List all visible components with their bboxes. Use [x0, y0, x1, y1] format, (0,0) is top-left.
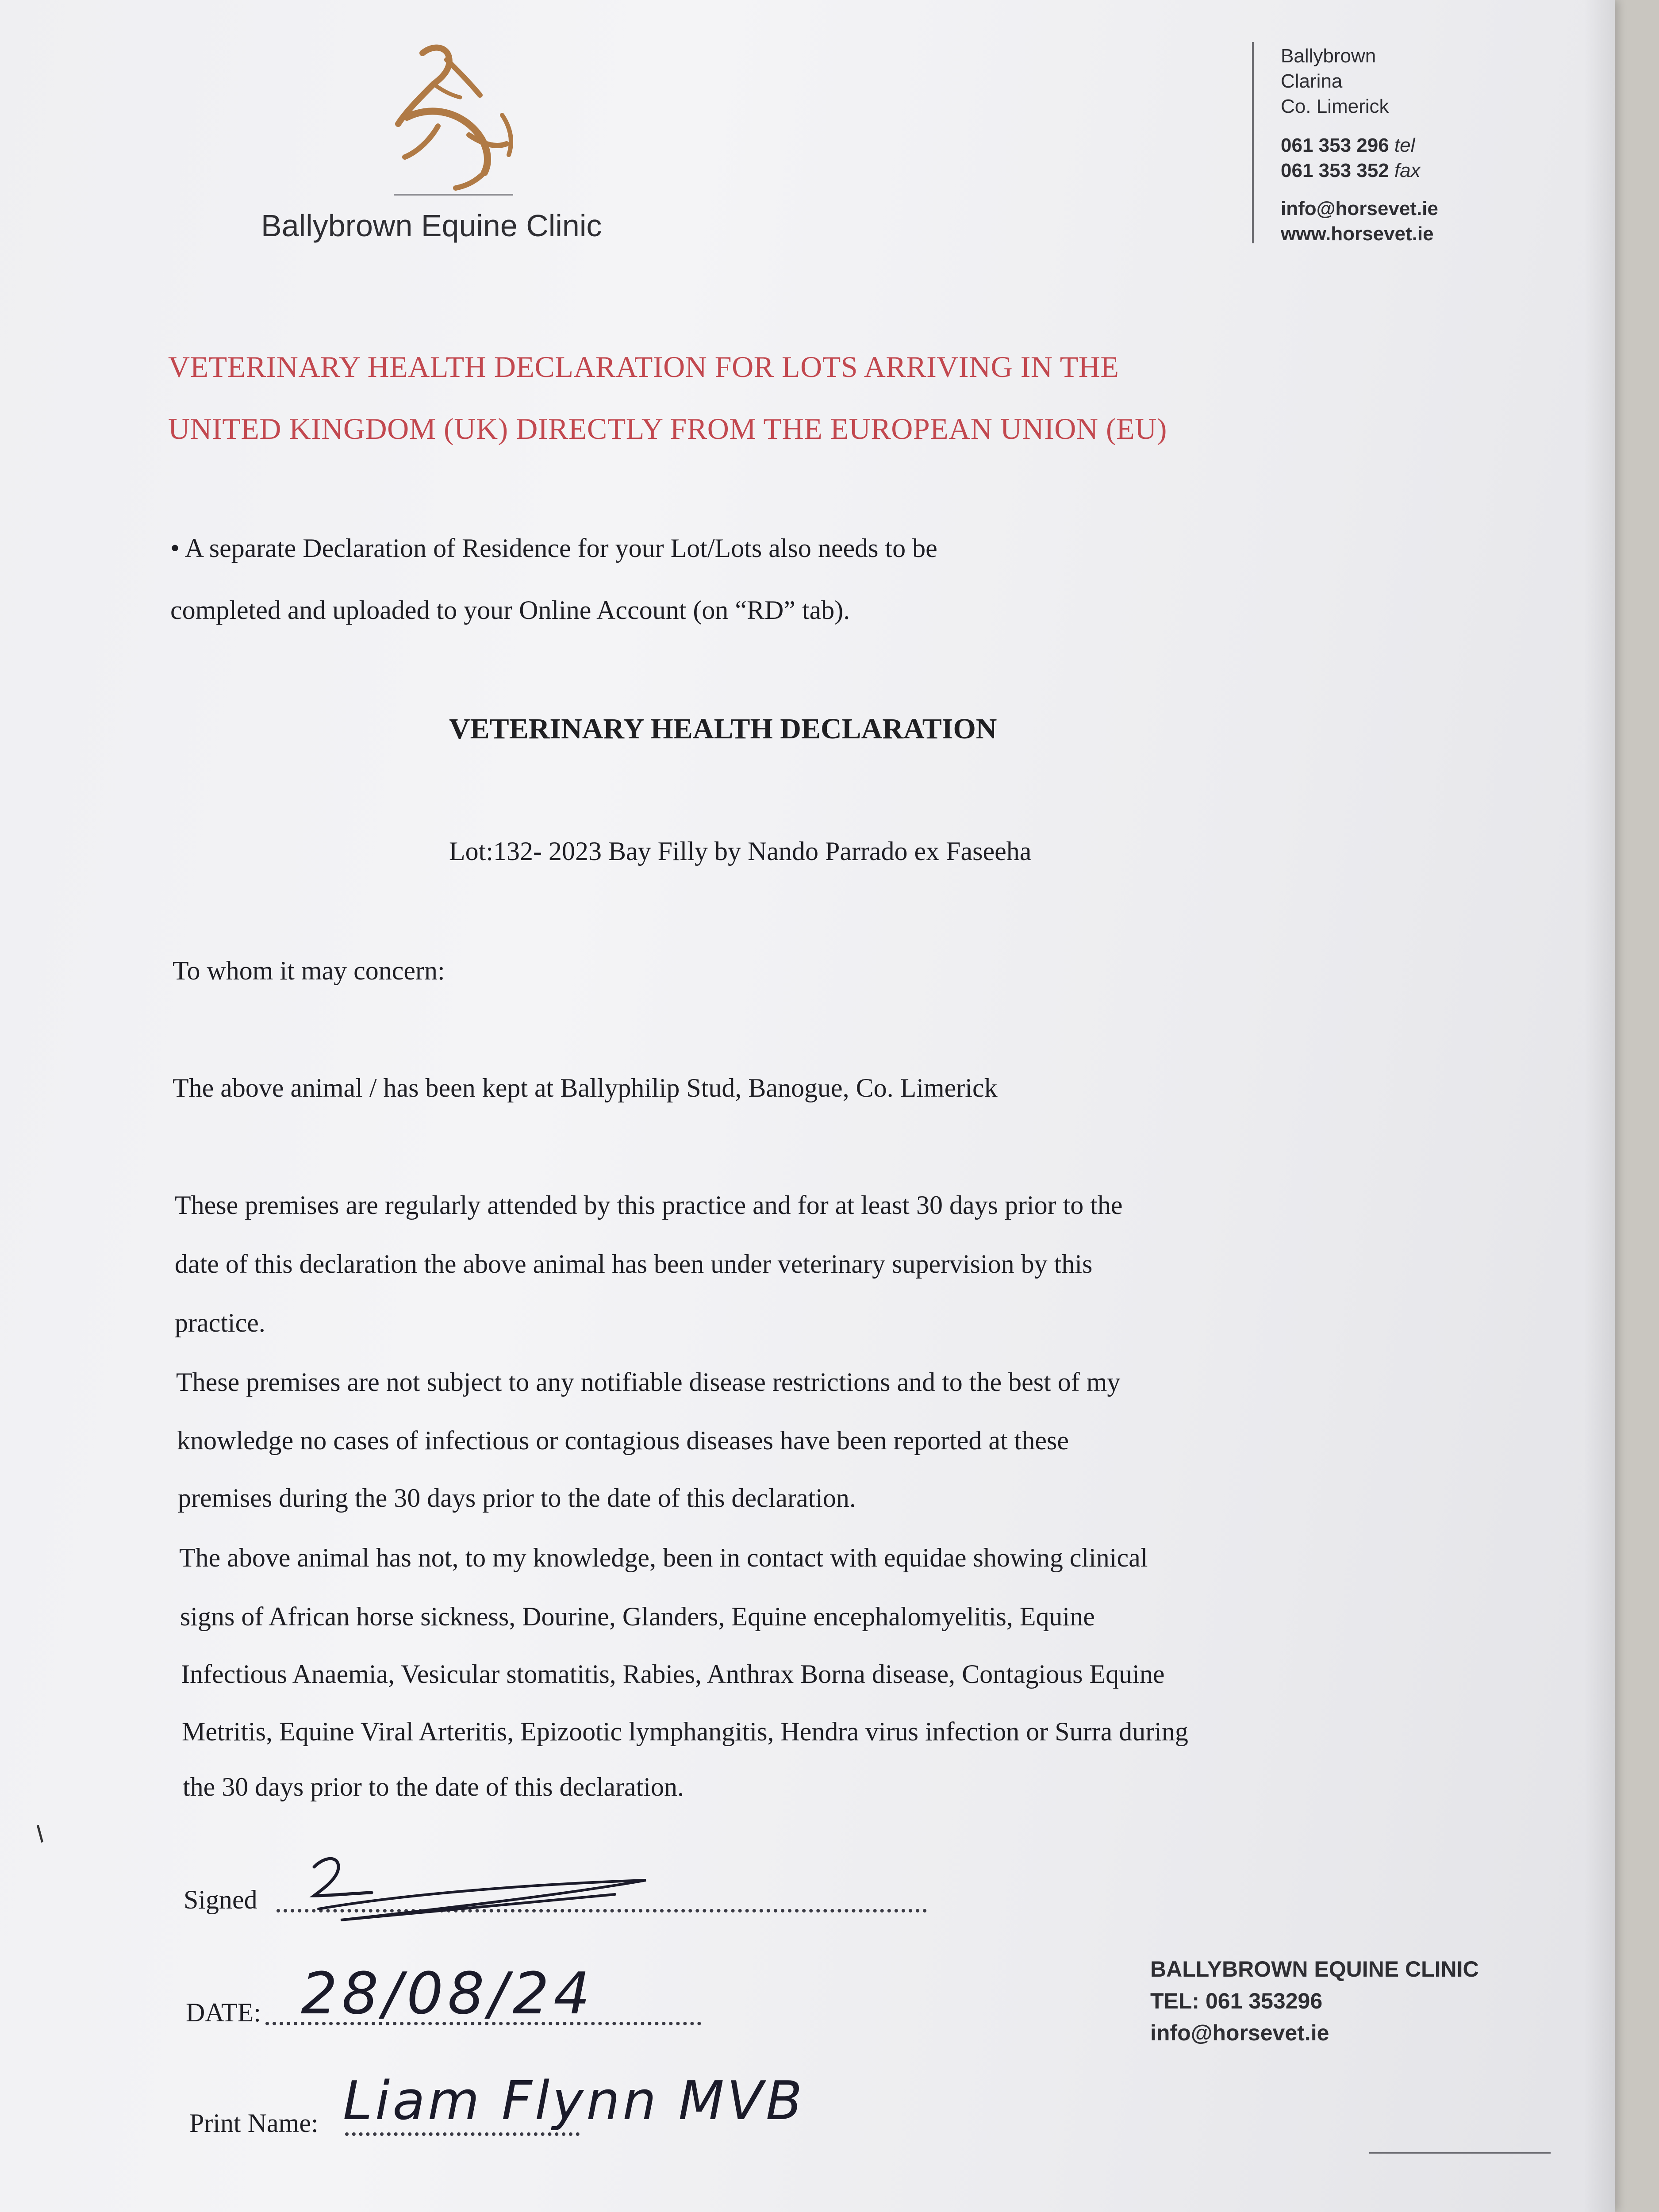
date-label: DATE: [186, 1998, 261, 2027]
declaration-title: VETERINARY HEALTH DECLARATION [449, 713, 997, 745]
stray-pen-mark [37, 1825, 43, 1843]
clinic-website: www.horsevet.ie [1281, 223, 1434, 245]
stamp-name: BALLYBROWN EQUINE CLINIC [1150, 1957, 1479, 1982]
declaration-line: These premises are not subject to any notifiable disease restrictions and to the best of my [176, 1367, 1121, 1397]
address-divider [1252, 42, 1254, 243]
clinic-address [1281, 43, 1389, 119]
print-name-value: Liam Flynn MVB [343, 2070, 805, 2132]
declaration-line: The above animal has not, to my knowledge, been in contact with equidae showing clinical [179, 1543, 1148, 1572]
declaration-line: Metritis, Equine Viral Arteritis, Epizootic lymphangitis, Hendra virus infection or Surra during [182, 1717, 1188, 1746]
declaration-line: the 30 days prior to the date of this declaration. [183, 1772, 684, 1801]
page-edge-shadow [1584, 0, 1615, 2212]
clinic-stamp [1150, 1953, 1479, 2049]
fax-label: fax [1394, 160, 1421, 181]
clinic-tel: 061 353 296 [1281, 134, 1389, 156]
handwritten-signature [305, 1854, 659, 1933]
document-heading-line-2: UNITED KINGDOM (UK) DIRECTLY FROM THE EUROPEAN UNION (EU) [168, 412, 1167, 445]
clinic-fax: 061 353 352 [1281, 160, 1389, 181]
declaration-line: practice. [175, 1308, 265, 1337]
tel-label: tel [1394, 134, 1415, 156]
document-heading-line-1: VETERINARY HEALTH DECLARATION FOR LOTS ARRIVING IN THE [168, 350, 1119, 384]
residence-note-line-1: • A separate Declaration of Residence for your Lot/Lots also needs to be [170, 534, 937, 563]
date-value: 28/08/24 [301, 1960, 595, 2027]
print-name-label: Print Name: [189, 2108, 319, 2138]
clinic-email: info@horsevet.ie [1281, 198, 1438, 219]
clinic-name: Ballybrown Equine Clinic [261, 208, 602, 243]
signed-label: Signed [184, 1885, 257, 1914]
declaration-line: signs of African horse sickness, Dourine, Glanders, Equine encephalomyelitis, Equine [180, 1602, 1095, 1631]
declaration-line: These premises are regularly attended by this practice and for at least 30 days prior to the [175, 1190, 1123, 1220]
salutation: To whom it may concern: [173, 956, 445, 985]
declaration-line: knowledge no cases of infectious or contagious diseases have been reported at these [177, 1426, 1069, 1455]
residence-note-line-2: completed and uploaded to your Online Account (on “RD” tab). [170, 595, 850, 625]
clinic-phone-block [1281, 133, 1421, 183]
footer-rule [1369, 2152, 1551, 2154]
kept-statement: The above animal / has been kept at Ballyphilip Stud, Banogue, Co. Limerick [173, 1073, 998, 1102]
declaration-line: premises during the 30 days prior to the date of this declaration. [178, 1483, 856, 1513]
stamp-email: info@horsevet.ie [1150, 2020, 1329, 2045]
lot-description: Lot:132- 2023 Bay Filly by Nando Parrado ex Faseeha [449, 837, 1032, 866]
rearing-horse-icon [380, 40, 526, 199]
declaration-line: Infectious Anaemia, Vesicular stomatitis, Rabies, Anthrax Borna disease, Contagious Equine [181, 1659, 1165, 1689]
address-line: Clarina [1281, 70, 1343, 92]
address-line: Co. Limerick [1281, 96, 1389, 117]
print-name-dotted-line [345, 2132, 580, 2136]
declaration-line: date of this declaration the above animal has been under veterinary supervision by this [175, 1249, 1093, 1279]
stamp-tel: TEL: 061 353296 [1150, 1989, 1323, 2013]
clinic-contact-block [1281, 196, 1438, 246]
address-line: Ballybrown [1281, 45, 1376, 67]
